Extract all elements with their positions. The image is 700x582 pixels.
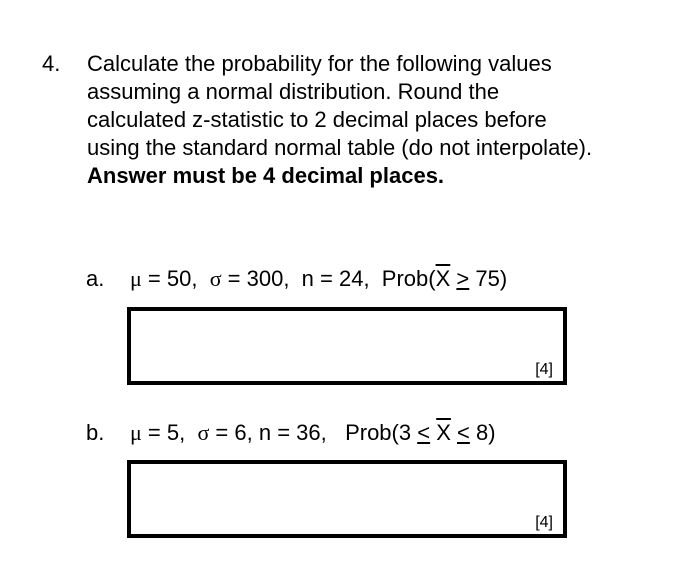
part-b-sigma-value: = 6, n = 36, Prob(3 bbox=[209, 420, 418, 445]
question-instruction: Answer must be 4 decimal places. bbox=[87, 163, 445, 188]
part-a-sigma-symbol: σ bbox=[209, 266, 222, 291]
question-line-1: Calculate the probability for the following values bbox=[87, 51, 552, 76]
part-b-expression bbox=[130, 419, 496, 447]
answer-box-a[interactable] bbox=[127, 307, 567, 385]
part-b-tail: 8) bbox=[469, 420, 496, 445]
question-line-3: calculated z-statistic to 2 decimal places before bbox=[87, 107, 547, 132]
part-a-ge-symbol: > bbox=[456, 266, 470, 291]
question-line-2: assuming a normal distribution. Round the bbox=[87, 79, 500, 104]
question-text bbox=[87, 50, 687, 190]
part-b-mu-value: = 5, bbox=[141, 420, 198, 445]
part-a-tail: 75) bbox=[469, 266, 508, 291]
part-a-expression bbox=[130, 265, 507, 293]
part-b-le-symbol-1: < bbox=[417, 420, 431, 445]
part-a-mu-value: = 50, bbox=[141, 266, 210, 291]
answer-box-b[interactable] bbox=[127, 460, 567, 538]
question-line-4: using the standard normal table (do not interpolate). bbox=[87, 135, 593, 160]
question-number: 4. bbox=[42, 51, 61, 76]
part-a-mu-symbol: μ bbox=[130, 266, 142, 291]
part-b-letter: b. bbox=[86, 420, 105, 445]
part-b-le-symbol-2: < bbox=[457, 420, 470, 445]
part-b-sigma-symbol: σ bbox=[197, 420, 210, 445]
part-b-xbar: $\overline{X}$ bbox=[436, 420, 451, 445]
part-a-xbar: $\overline{X}$ bbox=[435, 266, 451, 291]
part-b-mu-symbol: μ bbox=[130, 420, 142, 445]
part-a-letter: a. bbox=[86, 266, 105, 291]
part-a-sigma-value: = 300, n = 24, Prob( bbox=[221, 266, 436, 291]
part-b-marks: [4] bbox=[535, 514, 553, 531]
part-a-marks: [4] bbox=[535, 361, 553, 378]
